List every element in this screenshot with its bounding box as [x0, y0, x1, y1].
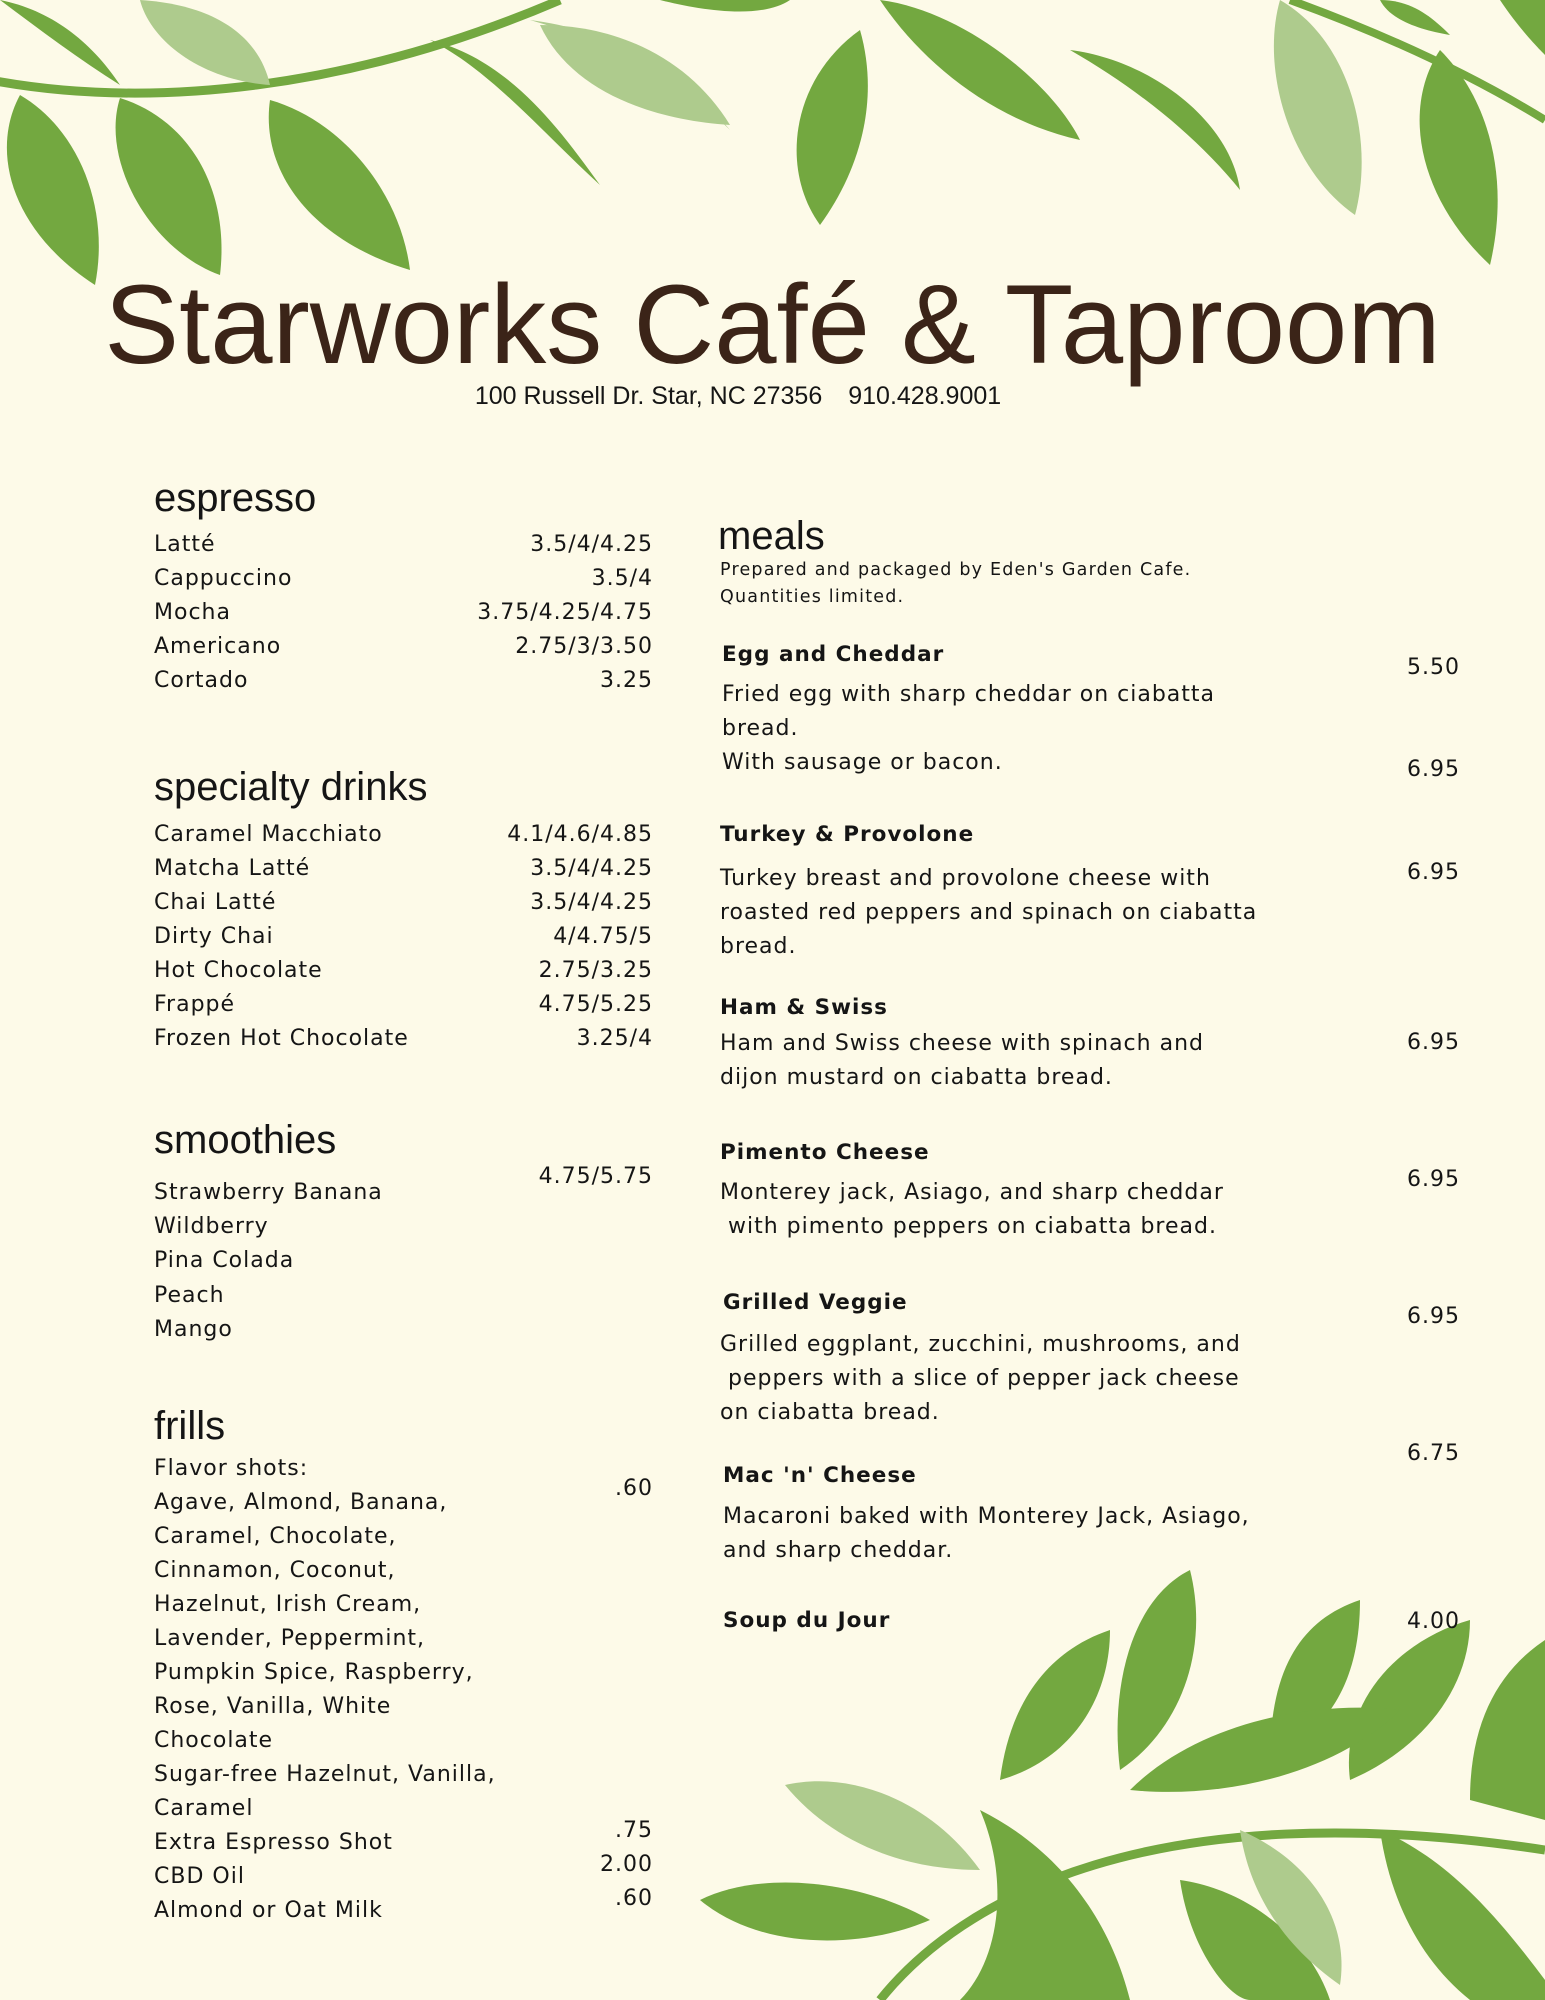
leaf-icon	[1470, 1640, 1545, 1820]
meal-desc: and sharp cheddar.	[723, 1538, 954, 1563]
menu-item-price: 3.75/4.25/4.75	[477, 600, 653, 625]
leaf-icon	[1500, 0, 1545, 55]
meal-desc: peppers with a slice of pepper jack cheese	[720, 1366, 1240, 1391]
menu-item-price: 3.5/4/4.25	[530, 856, 653, 881]
meal-desc: With sausage or bacon.	[722, 750, 1003, 775]
address-line	[0, 382, 1476, 411]
menu-item-name: Americano	[154, 634, 282, 659]
frills-line: Agave, Almond, Banana,	[154, 1490, 448, 1515]
frills-line: Extra Espresso Shot	[154, 1830, 393, 1855]
menu-item-name: Mocha	[154, 600, 231, 625]
leaf-icon	[0, 0, 120, 85]
menu-item-price: 3.5/4	[591, 566, 653, 591]
frills-line: Lavender, Peppermint,	[154, 1626, 426, 1651]
frills-line: Cinnamon, Coconut,	[154, 1558, 396, 1583]
meal-price-option: 6.95	[1407, 757, 1460, 782]
milk-price: .60	[615, 1886, 653, 1911]
frills-heading: frills	[154, 1404, 226, 1448]
meal-desc: Ham and Swiss cheese with spinach and	[720, 1031, 1204, 1056]
meals-note: Quantities limited.	[720, 587, 905, 607]
page-title: Starworks Café & Taproom	[104, 262, 1441, 387]
meal-name: Ham & Swiss	[720, 995, 888, 1020]
meal-price: 6.95	[1407, 860, 1460, 885]
meal-desc: Macaroni baked with Monterey Jack, Asiago,	[723, 1504, 1250, 1529]
meal-name: Mac 'n' Cheese	[723, 1463, 917, 1488]
frills-line: Almond or Oat Milk	[154, 1898, 383, 1923]
smoothies-heading: smoothies	[154, 1118, 337, 1162]
meal-desc: roasted red peppers and spinach on ciabatta	[720, 900, 1258, 925]
address-text: 100 Russell Dr. Star, NC 27356	[474, 382, 823, 410]
leaf-icon	[785, 1781, 980, 1870]
menu-item-name: Dirty Chai	[154, 924, 274, 949]
menu-item-name: Matcha Latté	[154, 856, 311, 881]
menu-item-price: 3.5/4/4.25	[530, 890, 653, 915]
frills-line: Rose, Vanilla, White	[154, 1694, 392, 1719]
menu-item-name: Chai Latté	[154, 890, 277, 915]
meal-desc: Turkey breast and provolone cheese with	[720, 866, 1211, 891]
frills-line: Pumpkin Spice, Raspberry,	[154, 1660, 474, 1685]
meal-name: Turkey & Provolone	[720, 822, 975, 847]
smoothie-flavor: Strawberry Banana	[154, 1180, 383, 1205]
smoothie-flavor: Wildberry	[154, 1214, 269, 1239]
meal-price: 6.75	[1407, 1441, 1460, 1466]
meal-desc: Monterey jack, Asiago, and sharp cheddar	[720, 1180, 1224, 1205]
meal-desc: bread.	[720, 934, 797, 959]
leaf-icon	[1380, 1830, 1545, 2000]
leaf-icon	[140, 0, 270, 85]
meal-desc: Grilled eggplant, zucchini, mushrooms, and	[720, 1332, 1241, 1357]
leaf-icon	[540, 25, 730, 125]
leaf-icon	[1380, 0, 1450, 35]
meal-name: Grilled Veggie	[723, 1290, 908, 1315]
menu-item-price: 2.75/3/3.50	[515, 634, 653, 659]
espresso-shot-price: .75	[615, 1818, 653, 1843]
meal-price: 6.95	[1407, 1167, 1460, 1192]
menu-item-name: Frozen Hot Chocolate	[154, 1026, 409, 1051]
meal-desc: on ciabatta bread.	[720, 1400, 940, 1425]
frills-line: Caramel, Chocolate,	[154, 1524, 397, 1549]
phone-link[interactable]: 910.428.9001	[848, 382, 1002, 410]
smoothie-flavor: Mango	[154, 1317, 233, 1342]
menu-item-price: 4.1/4.6/4.85	[507, 822, 653, 847]
menu-item-name: Latté	[154, 532, 216, 557]
frills-line: Chocolate	[154, 1728, 274, 1753]
leaf-icon	[1000, 1630, 1110, 1780]
frills-line: Hazelnut, Irish Cream,	[154, 1592, 422, 1617]
meal-price: 6.95	[1407, 1030, 1460, 1055]
meals-heading: meals	[718, 514, 825, 558]
meal-desc: Fried egg with sharp cheddar on ciabatta	[722, 682, 1216, 707]
meal-desc: dijon mustard on ciabatta bread.	[720, 1065, 1113, 1090]
leaf-icon	[660, 0, 790, 12]
menu-item-name: Cortado	[154, 668, 249, 693]
leaf-icon	[1118, 1570, 1197, 1770]
meal-price: 6.95	[1407, 1304, 1460, 1329]
frills-line: Sugar-free Hazelnut, Vanilla,	[154, 1762, 496, 1787]
menu-item-price: 2.75/3.25	[538, 958, 653, 983]
menu-item-price: 3.5/4/4.25	[530, 532, 653, 557]
menu-item-price: 4.75/5.25	[538, 992, 653, 1017]
leaf-icon	[269, 100, 410, 270]
leaf-icon	[1349, 1620, 1470, 1780]
leaf-icon	[960, 1810, 1130, 2000]
specialty-heading: specialty drinks	[154, 765, 428, 809]
menu-item-price: 4/4.75/5	[553, 924, 653, 949]
menu-item-price: 3.25/4	[576, 1026, 653, 1051]
leaf-icon	[700, 1883, 930, 1941]
frills-line: Flavor shots:	[154, 1456, 309, 1481]
espresso-heading: espresso	[154, 476, 317, 520]
leaf-icon	[116, 98, 222, 275]
menu-item-name: Caramel Macchiato	[154, 822, 383, 847]
leaf-icon	[797, 30, 868, 225]
menu-item-name: Frappé	[154, 992, 236, 1017]
leaf-icon	[880, 0, 1080, 140]
menu-item-name: Cappuccino	[154, 566, 293, 591]
smoothie-flavor: Pina Colada	[154, 1248, 295, 1273]
leaf-icon	[1070, 50, 1240, 190]
meal-name: Soup du Jour	[723, 1608, 891, 1633]
meal-name: Pimento Cheese	[720, 1140, 930, 1165]
meal-desc: bread.	[722, 716, 799, 741]
frills-line: CBD Oil	[154, 1864, 245, 1889]
smoothie-flavor: Peach	[154, 1283, 225, 1308]
meals-note: Prepared and packaged by Eden's Garden Cafe.	[720, 560, 1192, 580]
meal-price: 4.00	[1407, 1609, 1460, 1634]
flavor-shot-price: .60	[615, 1476, 653, 1501]
meal-desc: with pimento peppers on ciabatta bread.	[720, 1214, 1217, 1239]
meal-name: Egg and Cheddar	[722, 642, 945, 667]
menu-item-name: Hot Chocolate	[154, 958, 323, 983]
frills-line: Caramel	[154, 1796, 254, 1821]
smoothie-price: 4.75/5.75	[538, 1164, 653, 1189]
menu-item-price: 3.25	[600, 668, 653, 693]
cbd-price: 2.00	[600, 1852, 653, 1877]
meal-price: 5.50	[1407, 655, 1460, 680]
leaf-icon	[1274, 0, 1362, 215]
